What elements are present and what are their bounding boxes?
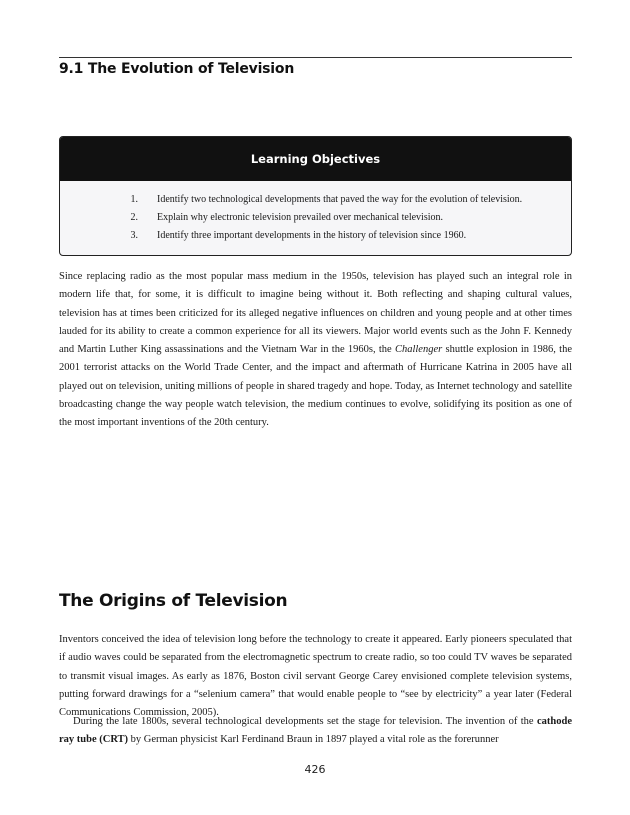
- origins-heading: The Origins of Television: [59, 591, 288, 611]
- objective-number: 3.: [130, 230, 138, 241]
- origins-paragraph-1: Inventors conceived the idea of television long before the technology to create it appeared. Early pioneers speculated that if audio waves could be separated from the electromagnetic spectrum to create radio, so too could TV waves be separated to transmit visual images. As early as 1876, Boston civil servant George Carey envisioned complete television systems, putting forward drawings for a “selenium camera” that would enable people to “see by electricity” a year later (Federal Communications Commission, 2005).: [59, 634, 572, 719]
- origins-p2-end: by German physicist Karl Ferdinand Braun in 1897 played a vital role as the forerunner: [128, 734, 499, 746]
- origins-paragraph-2: [59, 713, 572, 750]
- learning-objectives-box: [59, 136, 572, 256]
- crt-term: cathode ray tube (CRT): [59, 716, 572, 746]
- page-number: 426: [304, 763, 326, 776]
- challenger-italic: Challenger: [394, 344, 443, 356]
- objective-text: Identify three important developments in the history of television since 1960.: [157, 230, 467, 241]
- origins-p2-start: During the late 1800s, several technological developments set the stage for television. The invention of the: [73, 716, 537, 727]
- learning-objective-item: [60, 191, 571, 209]
- objective-text: Identify two technological developments that paved the way for the evolution of television.: [157, 194, 523, 205]
- learning-objectives-heading: Learning Objectives: [60, 137, 571, 181]
- objective-number: 2.: [130, 212, 138, 223]
- intro-text-start: Since replacing radio as the most popular mass medium in the 1950s, television has played such an integral role in modern life that, for some, it is difficult to imagine being without it. Both reflecting and shaping cultural values, television has at times been criticized for its alleged negative influences on children and young people and at other times lauded for its ability to create a common experience for all its viewers. Major world events such as the John F. Kennedy and Martin Luther King assassinations and the Vietnam War in the 1960s, the: [59, 271, 572, 356]
- objective-text: Explain why electronic television prevailed over mechanical television.: [157, 212, 444, 223]
- learning-objective-item: [60, 227, 571, 245]
- intro-paragraph: [59, 268, 572, 433]
- learning-objective-item: [60, 209, 571, 227]
- learning-objectives-list: [60, 181, 571, 245]
- intro-text-end: shuttle explosion in 1986, the 2001 terrorist attacks on the World Trade Center, and the impact and aftermath of Hurricane Katrina in 2005 have all played out on television, uniting millions of people in shared tragedy and hope. Today, as Internet technology and satellite broadcasting change the way people watch television, the medium continues to evolve, solidifying its position as one of the most important inventions of the 20th century.: [59, 344, 572, 429]
- objective-number: 1.: [130, 194, 138, 205]
- header-rule: [59, 57, 572, 58]
- section-title: 9.1 The Evolution of Television: [59, 61, 295, 77]
